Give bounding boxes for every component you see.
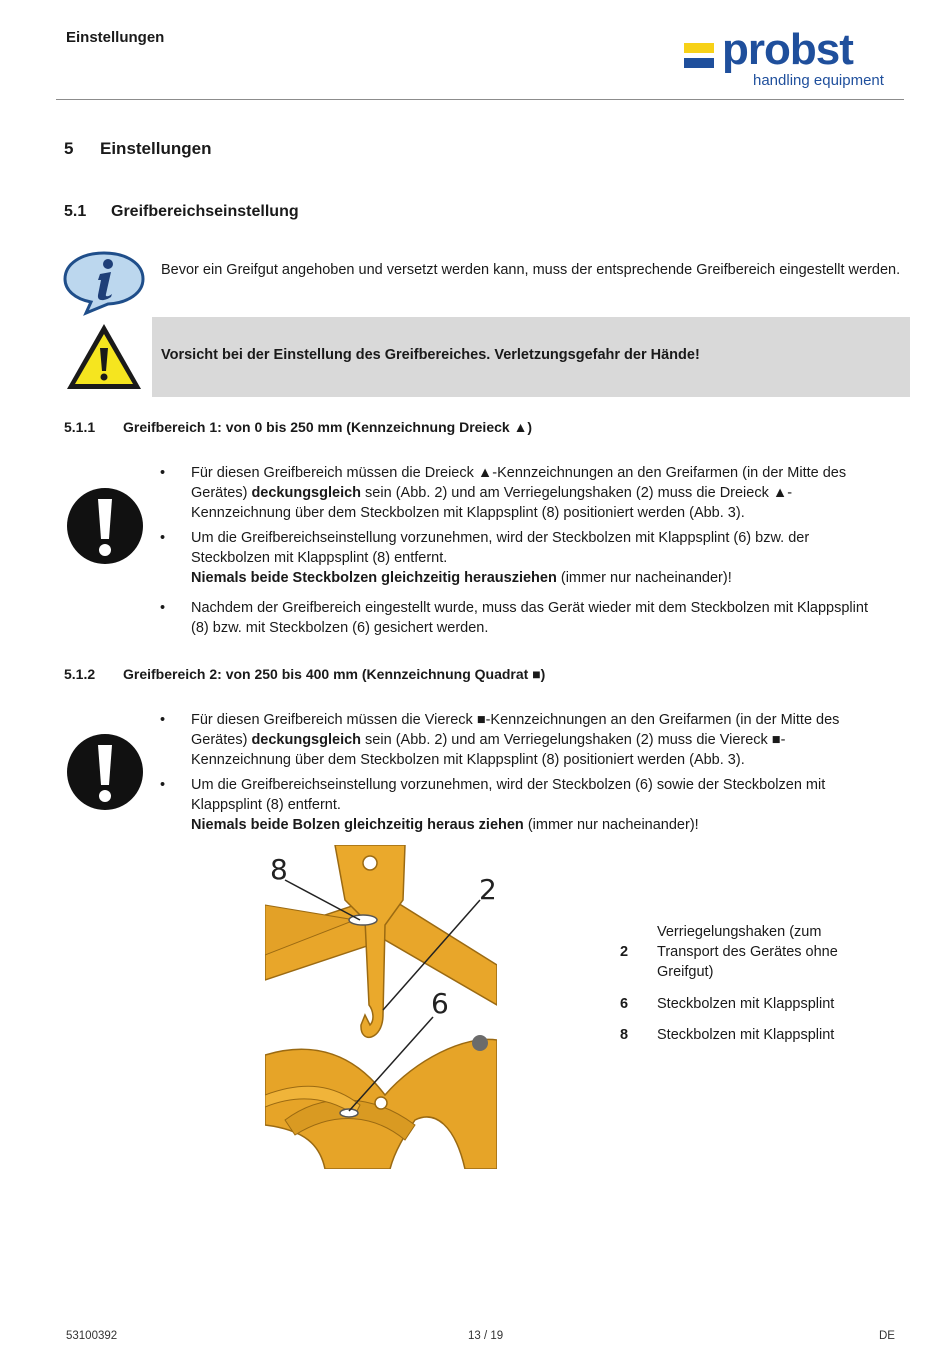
footer-language: DE xyxy=(879,1330,895,1342)
info-speech-bubble-icon xyxy=(62,250,146,316)
subsubsection-title: Greifbereich 2: von 250 bis 400 mm (Kennzeichnung Quadrat ■) xyxy=(123,666,546,682)
logo-tagline: handling equipment xyxy=(753,72,884,89)
list-item: • Für diesen Greifbereich müssen die Viereck ■-Kennzeichnungen an den Greifarmen (in der Mitte des Gerätes) deckungsgleich sein (Abb. 2) und am Verriegelungshaken (2) muss die Viereck ■-Kennzeichnung über dem Steckbolzen mit Klappsplint (8) positioniert werden (Abb. 3). xyxy=(160,712,840,768)
header-divider xyxy=(56,99,904,100)
warning-box xyxy=(152,317,910,397)
footer-page-number: 13 / 19 xyxy=(468,1330,504,1342)
list-item: • Um die Greifbereichseinstellung vorzunehmen, wird der Steckbolzen mit Klappsplint (6) bzw. der Steckbolzen mit Klappsplint (8) entfernt. Niemals beide Steckbolzen gleichzeitig herausziehen (immer nur nacheinander)! xyxy=(160,530,810,586)
subsection-number: 5.1 xyxy=(64,203,87,220)
legend-item xyxy=(620,922,870,984)
subsubsection-title: Greifbereich 1: von 0 bis 250 mm (Kennzeichnung Dreieck ▲) xyxy=(123,419,533,435)
exclamation-icon xyxy=(66,733,144,811)
info-note-text: Bevor ein Greifgut angehoben und versetzt werden kann, muss der entsprechende Greifbereich eingestellt werden. xyxy=(161,262,901,278)
legend-item xyxy=(620,1025,870,1047)
exclamation-icon xyxy=(66,487,144,565)
bullet-list xyxy=(160,710,885,835)
legend-text: Steckbolzen mit Klappsplint xyxy=(657,1027,835,1043)
callout-8: 8 xyxy=(270,853,288,886)
callout-6: 6 xyxy=(431,987,449,1020)
logo-blue-bar xyxy=(684,58,714,68)
list-item: • Um die Greifbereichseinstellung vorzunehmen, wird der Steckbolzen (6) sowie der Steckbolzen mit Klappsplint (8) entfernt. Niemals beide Bolzen gleichzeitig heraus ziehen (immer nur nacheinander)! xyxy=(160,777,826,833)
subsection-title: Greifbereichseinstellung xyxy=(111,203,299,220)
section-title: Einstellungen xyxy=(100,139,212,158)
footer-doc-number: 53100392 xyxy=(66,1330,118,1342)
warning-text: Vorsicht bei der Einstellung des Greifbereiches. Verletzungsgefahr der Hände! xyxy=(161,347,700,363)
legend-text: Verriegelungshaken (zum Transport des Gerätes ohne Greifgut) xyxy=(657,924,838,980)
gripper-illustration xyxy=(265,845,497,1169)
logo-wordmark: probst xyxy=(722,25,853,74)
legend-number: 6 xyxy=(620,996,629,1012)
callout-2: 2 xyxy=(479,873,497,906)
subsubsection-number: 5.1.1 xyxy=(64,419,96,435)
running-header-title: Einstellungen xyxy=(66,29,165,46)
subsubsection-number: 5.1.2 xyxy=(64,666,96,682)
section-number: 5 xyxy=(64,139,74,158)
bullet-list xyxy=(160,463,885,638)
legend-text: Steckbolzen mit Klappsplint xyxy=(657,996,835,1012)
legend-number: 2 xyxy=(620,944,629,960)
list-item: • Für diesen Greifbereich müssen die Dreieck ▲-Kennzeichnungen an den Greifarmen (in der Mitte des Gerätes) deckungsgleich sein (Abb. 2) und am Verriegelungshaken (2) muss die Dreieck ▲-Kennzeichnung über dem Steckbolzen mit Klappsplint (8) positioniert werden (Abb. 3). xyxy=(160,465,847,521)
logo-yellow-bar xyxy=(684,43,714,53)
legend-number: 8 xyxy=(620,1027,629,1043)
legend-item xyxy=(620,994,870,1016)
warning-triangle-icon xyxy=(64,321,144,393)
probst-logo xyxy=(682,25,897,94)
list-item: • Nachdem der Greifbereich eingestellt wurde, muss das Gerät wieder mit dem Steckbolzen mit Klappsplint (8) bzw. mit Steckbolzen (6) gesichert werden. xyxy=(160,600,868,636)
